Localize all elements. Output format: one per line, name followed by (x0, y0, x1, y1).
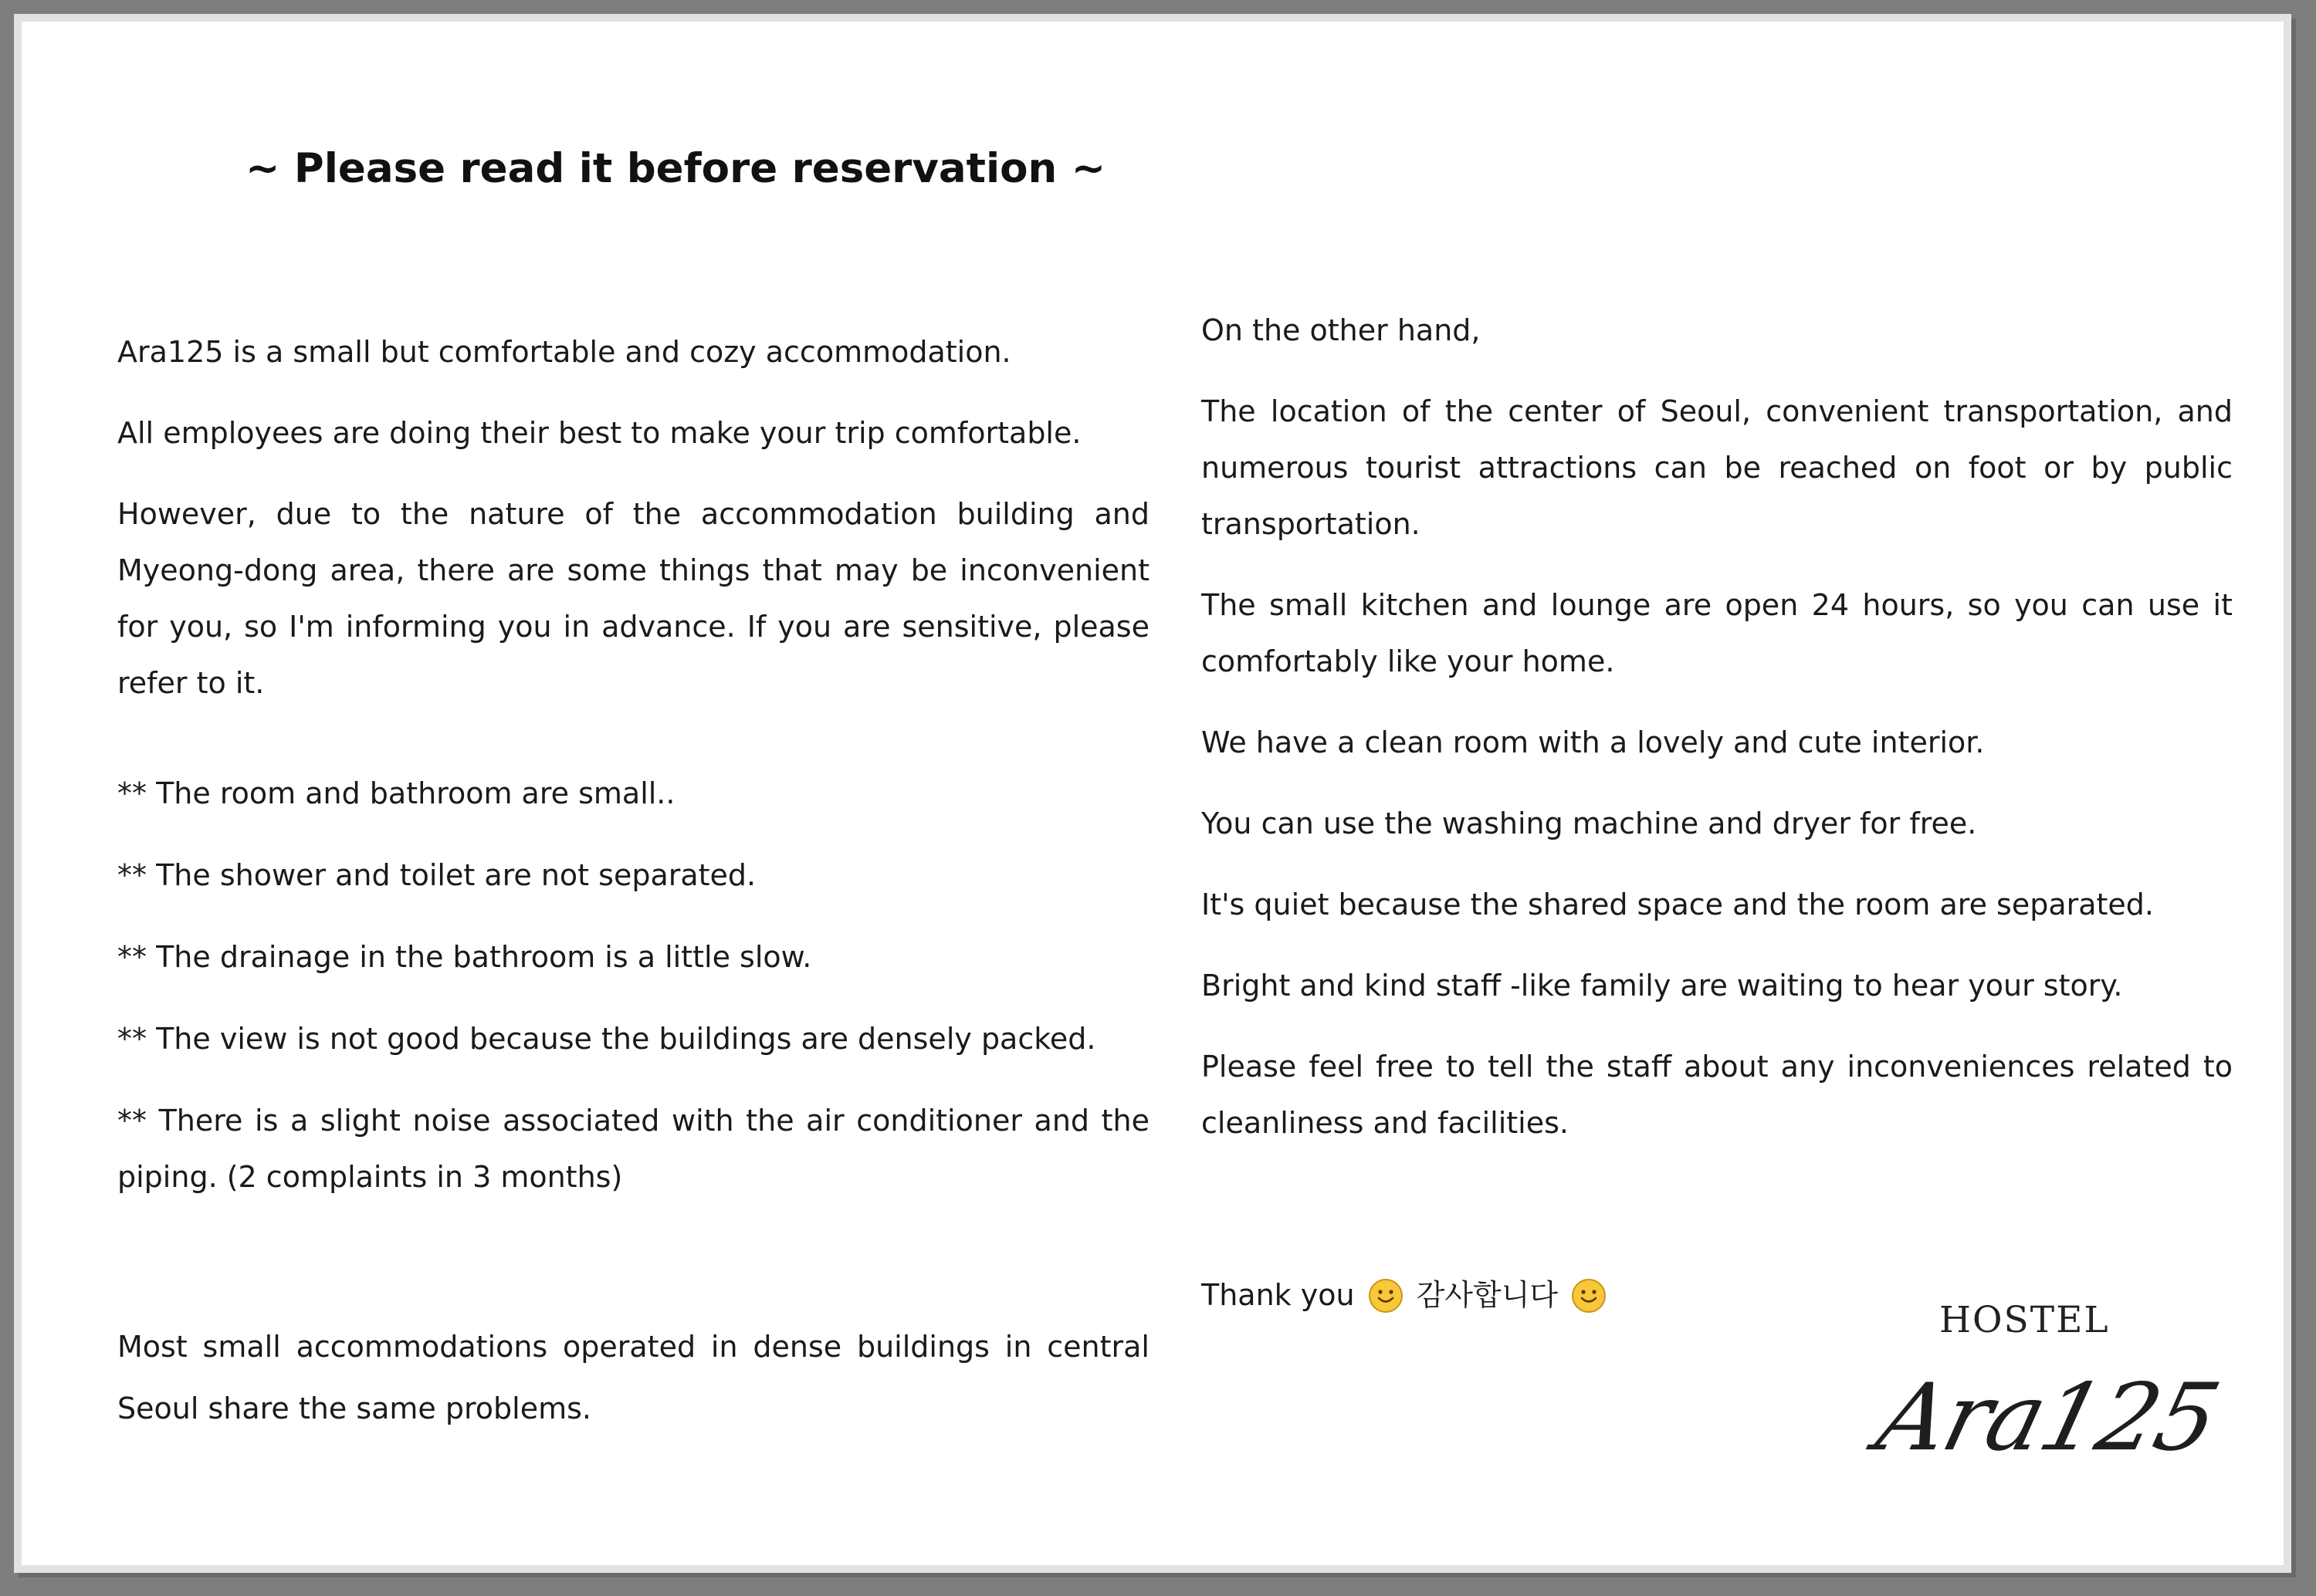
note-item: ** The shower and toilet are not separated. (117, 858, 757, 892)
note-item: ** There is a slight noise associated with the air conditioner and the piping. (2 complaints in 3 months) (117, 1104, 1150, 1194)
benefit-paragraph: The small kitchen and lounge are open 24 hours, so you can use it comfortably like your home. (1201, 588, 2233, 678)
page-title: ~ Please read it before reservation ~ (245, 145, 1106, 192)
benefit-paragraph: You can use the washing machine and dryer for free. (1201, 806, 1977, 840)
benefit-paragraph: We have a clean room with a lovely and cute interior. (1201, 725, 1985, 759)
notice-card (22, 22, 2284, 1565)
opening-line: On the other hand, (1201, 313, 1481, 347)
intro-line-3: However, due to the nature of the accommodation building and Myeong-dong area, there are some things that may be inconvenient for you, so I'm informing you in advance. If you are sensitive, please refer to it. (117, 497, 1150, 700)
intro-line-1: Ara125 is a small but comfortable and cozy accommodation. (117, 335, 1011, 369)
page-frame (14, 14, 2291, 1573)
closing-block (117, 1316, 1150, 1439)
note-item: ** The view is not good because the buildings are densely packed. (117, 1022, 1096, 1056)
thanks-line (1201, 1266, 1620, 1324)
notes-block (117, 766, 1150, 1205)
logo-brand-name: Ara125 (1867, 1364, 2228, 1472)
intro-block (117, 324, 1150, 712)
benefit-paragraph: Please feel free to tell the staff about any inconveniences related to cleanliness and facilities. (1201, 1050, 2233, 1140)
benefit-paragraph: The location of the center of Seoul, convenient transportation, and numerous tourist attractions can be reached on foot or by public transportation. (1201, 394, 2233, 541)
intro-line-2: All employees are doing their best to make your trip comfortable. (117, 416, 1082, 450)
closing-text: Most small accommodations operated in dense buildings in central Seoul share the same problems. (117, 1330, 1150, 1425)
note-item: ** The room and bathroom are small.. (117, 776, 676, 810)
smiling-face-icon (1369, 1279, 1403, 1313)
benefits-block (1201, 303, 2233, 1151)
benefit-paragraph: It's quiet because the shared space and the room are separated. (1201, 888, 2154, 921)
logo-hostel-text: HOSTEL (1939, 1299, 2110, 1341)
thanks-korean: 감사합니다 (1416, 1278, 1559, 1312)
note-item: ** The drainage in the bathroom is a little slow. (117, 940, 812, 974)
benefit-paragraph: Bright and kind staff -like family are waiting to hear your story. (1201, 969, 2123, 1003)
smiling-face-icon (1572, 1279, 1606, 1313)
thanks-english: Thank you (1201, 1278, 1355, 1312)
